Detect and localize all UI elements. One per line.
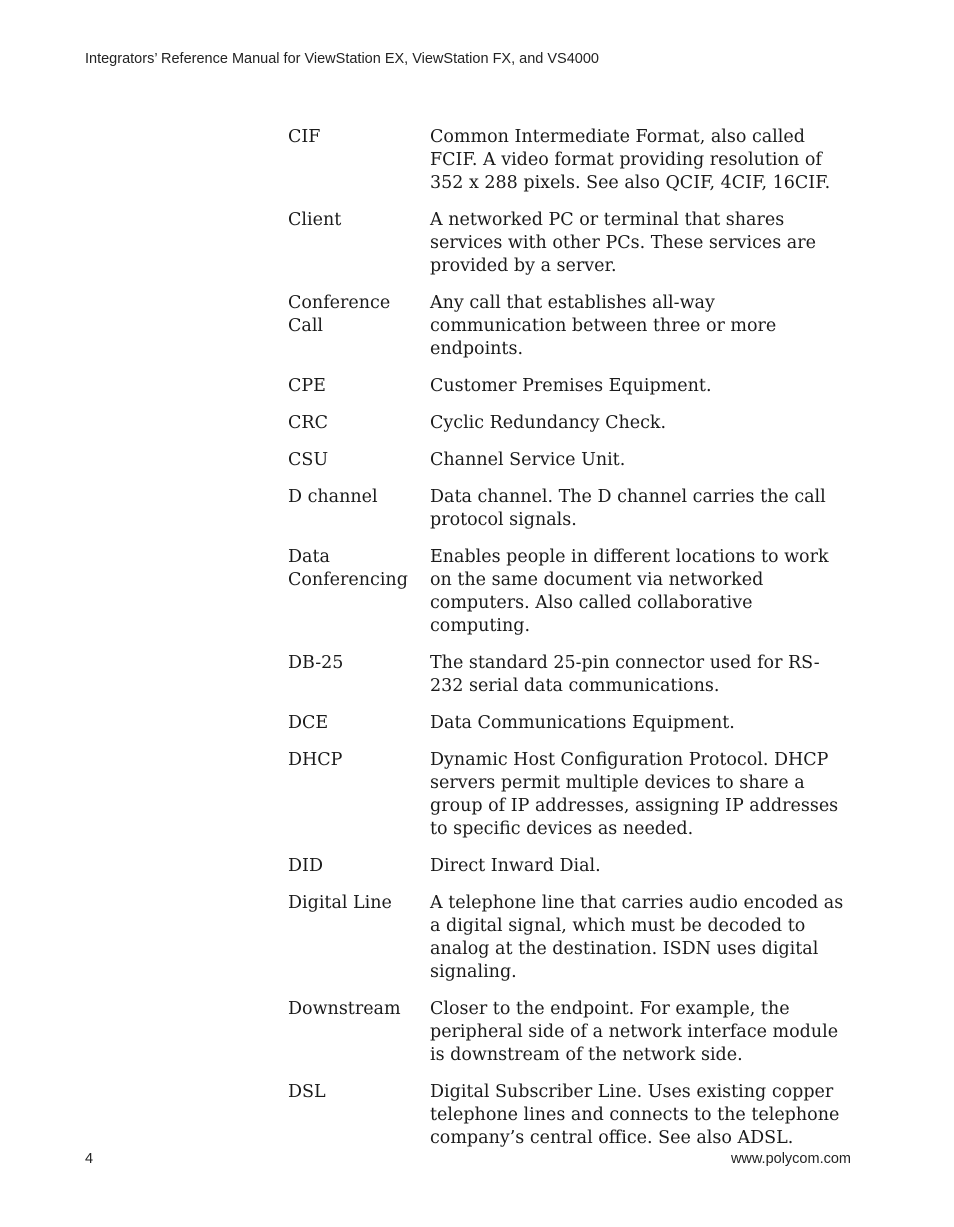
glossary-entry (288, 486, 848, 532)
glossary-entry (288, 712, 848, 735)
running-header: Integrators’ Reference Manual for ViewStation EX, ViewStation FX, and VS4000 (85, 51, 599, 67)
glossary-term: CRC (288, 413, 328, 433)
glossary-entry (288, 652, 848, 698)
glossary-entry (288, 449, 848, 472)
page-number: 4 (85, 1151, 94, 1167)
glossary-definition: Customer Premises Equipment. (430, 376, 712, 396)
footer-website: www.polycom.com (730, 1151, 851, 1167)
glossary-term: CPE (288, 376, 326, 396)
glossary-definition: A networked PC or terminal that shares services with other PCs. These services are provided by a server. (430, 210, 816, 276)
glossary-definition: Common Intermediate Format, also called FCIF. A video format providing resolution of 352 x 288 pixels. See also QCIF, 4CIF, 16CIF. (430, 127, 831, 193)
glossary-definition: Any call that establishes all-way communication between three or more endpoints. (430, 293, 777, 359)
glossary-term: DCE (288, 713, 329, 733)
glossary-term: CSU (288, 450, 329, 470)
glossary-entry (288, 855, 848, 878)
glossary-definition: Dynamic Host Configuration Protocol. DHCP servers permit multiple devices to share a group of IP addresses, assigning IP addresses to specific devices as needed. (430, 750, 839, 839)
glossary-term: Client (288, 210, 342, 230)
glossary-term: D channel (288, 487, 378, 507)
glossary-definition: Enables people in different locations to work on the same document via networked computers. Also called collaborative computing. (430, 547, 829, 636)
glossary-entry (288, 126, 848, 195)
glossary-definition: The standard 25-pin connector used for RS-232 serial data communications. (430, 653, 820, 696)
glossary-term: Data Conferencing (288, 547, 408, 590)
glossary-term: Downstream (288, 999, 401, 1019)
glossary-entry (288, 412, 848, 435)
glossary-definition: A telephone line that carries audio encoded as a digital signal, which must be decoded to analog at the destination. ISDN uses digital signaling. (430, 893, 844, 982)
glossary-definition: Channel Service Unit. (430, 450, 626, 470)
glossary-definition: Data channel. The D channel carries the call protocol signals. (430, 487, 826, 530)
glossary-term: DHCP (288, 750, 343, 770)
glossary-entry (288, 375, 848, 398)
glossary-definition: Closer to the endpoint. For example, the peripheral side of a network interface module is downstream of the network side. (430, 999, 839, 1065)
glossary-term: DB-25 (288, 653, 344, 673)
glossary-definition: Direct Inward Dial. (430, 856, 601, 876)
glossary-term: DSL (288, 1082, 326, 1102)
glossary-term: Digital Line (288, 893, 392, 913)
glossary-entry (288, 749, 848, 841)
glossary-entry (288, 998, 848, 1067)
glossary-definition: Cyclic Redundancy Check. (430, 413, 667, 433)
glossary-entry (288, 1081, 848, 1150)
glossary-entry (288, 892, 848, 984)
glossary-term: Conference Call (288, 293, 391, 336)
glossary-term: DID (288, 856, 323, 876)
glossary-definition: Data Communications Equipment. (430, 713, 735, 733)
glossary-entry (288, 292, 848, 361)
glossary-list (288, 126, 848, 1164)
glossary-definition: Digital Subscriber Line. Uses existing copper telephone lines and connects to the telephone company’s central office. See also ADSL. (430, 1082, 840, 1148)
glossary-entry (288, 546, 848, 638)
glossary-entry (288, 209, 848, 278)
glossary-term: CIF (288, 127, 321, 147)
